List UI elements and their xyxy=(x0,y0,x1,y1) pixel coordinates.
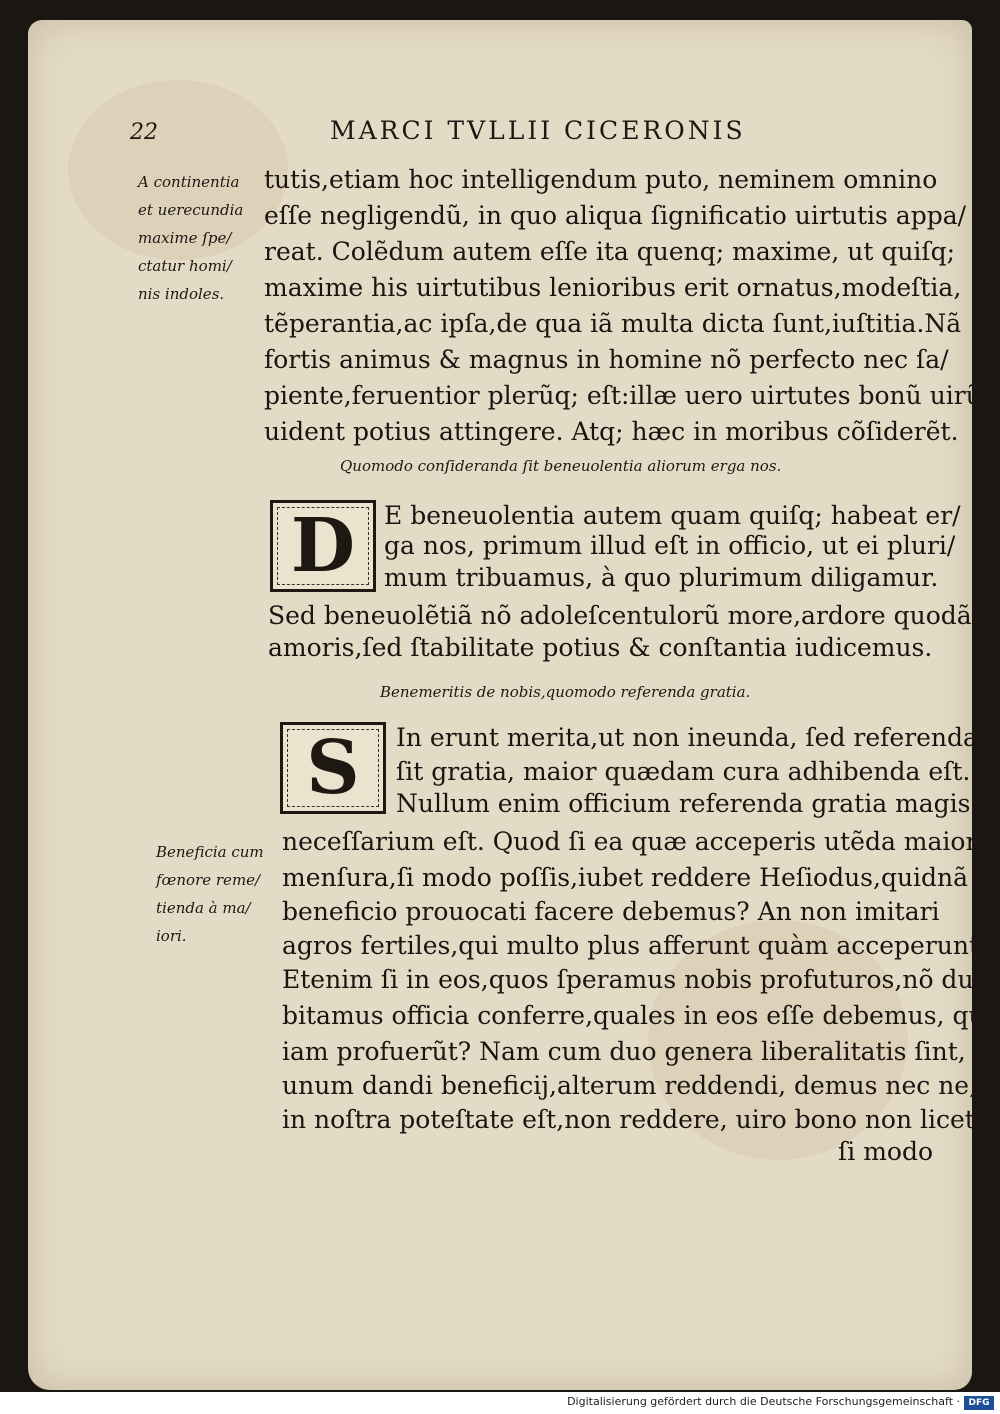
text-line: E beneuolentia autem quam quiſq; habeat er/ xyxy=(384,501,961,530)
text-line: mum tribuamus, à quo plurimum diligamur. xyxy=(384,563,939,592)
margin-note-line: ctatur homi/ xyxy=(138,257,232,275)
text-line: unum dandi beneficij,alterum reddendi, demus nec ne, xyxy=(282,1071,978,1100)
decorated-initial-d: D xyxy=(270,500,376,592)
text-line: Etenim ſi in eos,quos ſperamus nobis profuturos,nõ du xyxy=(282,965,974,994)
footer-credit: Digitalisierung gefördert durch die Deutsche Forschungsgemeinschaft · xyxy=(567,1395,960,1408)
text-line: reat. Colẽdum autem eſſe ita quenq; maxime, ut quiſq; xyxy=(264,237,956,266)
margin-note-line: Beneficia cum xyxy=(156,843,264,861)
text-line: beneficio prouocati facere debemus? An non imitari xyxy=(282,897,940,926)
margin-note-line: tienda à ma/ xyxy=(156,899,251,917)
margin-note xyxy=(138,168,243,308)
text-line: maxime his uirtutibus lenioribus erit ornatus,modeſtia, xyxy=(264,273,962,302)
text-line: iam profuerũt? Nam cum duo genera liberalitatis ſint, xyxy=(282,1037,966,1066)
margin-note-line: A continentia xyxy=(138,173,240,191)
decorated-initial-s: S xyxy=(280,722,386,814)
text-line: ſit gratia, maior quædam cura adhibenda eſt. xyxy=(396,757,971,786)
text-line: neceſſarium eſt. Quod ſi ea quæ acceperis utẽda maiore xyxy=(282,827,993,856)
text-line: In erunt merita,ut non ineunda, ſed referenda xyxy=(396,723,978,752)
text-line: Nullum enim officium referenda gratia magis xyxy=(396,789,971,818)
margin-note-line: iori. xyxy=(156,927,187,945)
text-line: bitamus officia conferre,quales in eos eſſe debemus, qui xyxy=(282,1001,993,1030)
text-line: tẽperantia,ac ipſa,de qua iã multa dicta ſunt,iuſtitia.Nã xyxy=(264,309,962,338)
text-line: piente,feruentior plerũq; eſt:illæ uero uirtutes bonũ uirũ xyxy=(264,381,982,410)
margin-note-line: fœnore reme/ xyxy=(156,871,261,889)
text-line: fortis animus & magnus in homine nõ perfecto nec ſa/ xyxy=(264,345,949,374)
dfg-logo-icon[interactable]: DFG xyxy=(964,1396,994,1410)
section-heading: Benemeritis de nobis,quomodo referenda gratia. xyxy=(380,683,751,701)
margin-note xyxy=(156,838,264,950)
footer-bar xyxy=(0,1392,1000,1414)
margin-note-line: et uerecundia xyxy=(138,201,244,219)
margin-note-line: maxime ſpe/ xyxy=(138,229,232,247)
margin-note-line: nis indoles. xyxy=(138,285,225,303)
text-line: agros fertiles,qui multo plus afferunt quàm acceperunt? xyxy=(282,931,993,960)
section-heading: Quomodo conſideranda ſit beneuolentia aliorum erga nos. xyxy=(340,457,782,475)
page-number: 22 xyxy=(130,120,158,145)
text-line: menſura,ſi modo poſſis,iubet reddere Heſiodus,quidnã xyxy=(282,863,969,892)
text-line: amoris,ſed ſtabilitate potius & conſtantia iudicemus. xyxy=(268,633,933,662)
text-line: Sed beneuolẽtiã nõ adoleſcentulorũ more,ardore quodã xyxy=(268,601,972,630)
text-line: tutis,etiam hoc intelligendum puto, neminem omnino xyxy=(264,165,938,194)
text-line: in noſtra poteſtate eſt,non reddere, uiro bono non licet, xyxy=(282,1105,983,1134)
text-line: ga nos, primum illud eſt in officio, ut ei pluri/ xyxy=(384,531,956,560)
text-line: uident potius attingere. Atq; hæc in moribus cõſiderẽt. xyxy=(264,417,959,446)
text-line: eſſe negligendũ, in quo aliqua ſignificatio uirtutis appa/ xyxy=(264,201,967,230)
running-title: MARCI TVLLII CICERONIS xyxy=(330,116,746,145)
catchword: ſi modo xyxy=(838,1137,934,1166)
